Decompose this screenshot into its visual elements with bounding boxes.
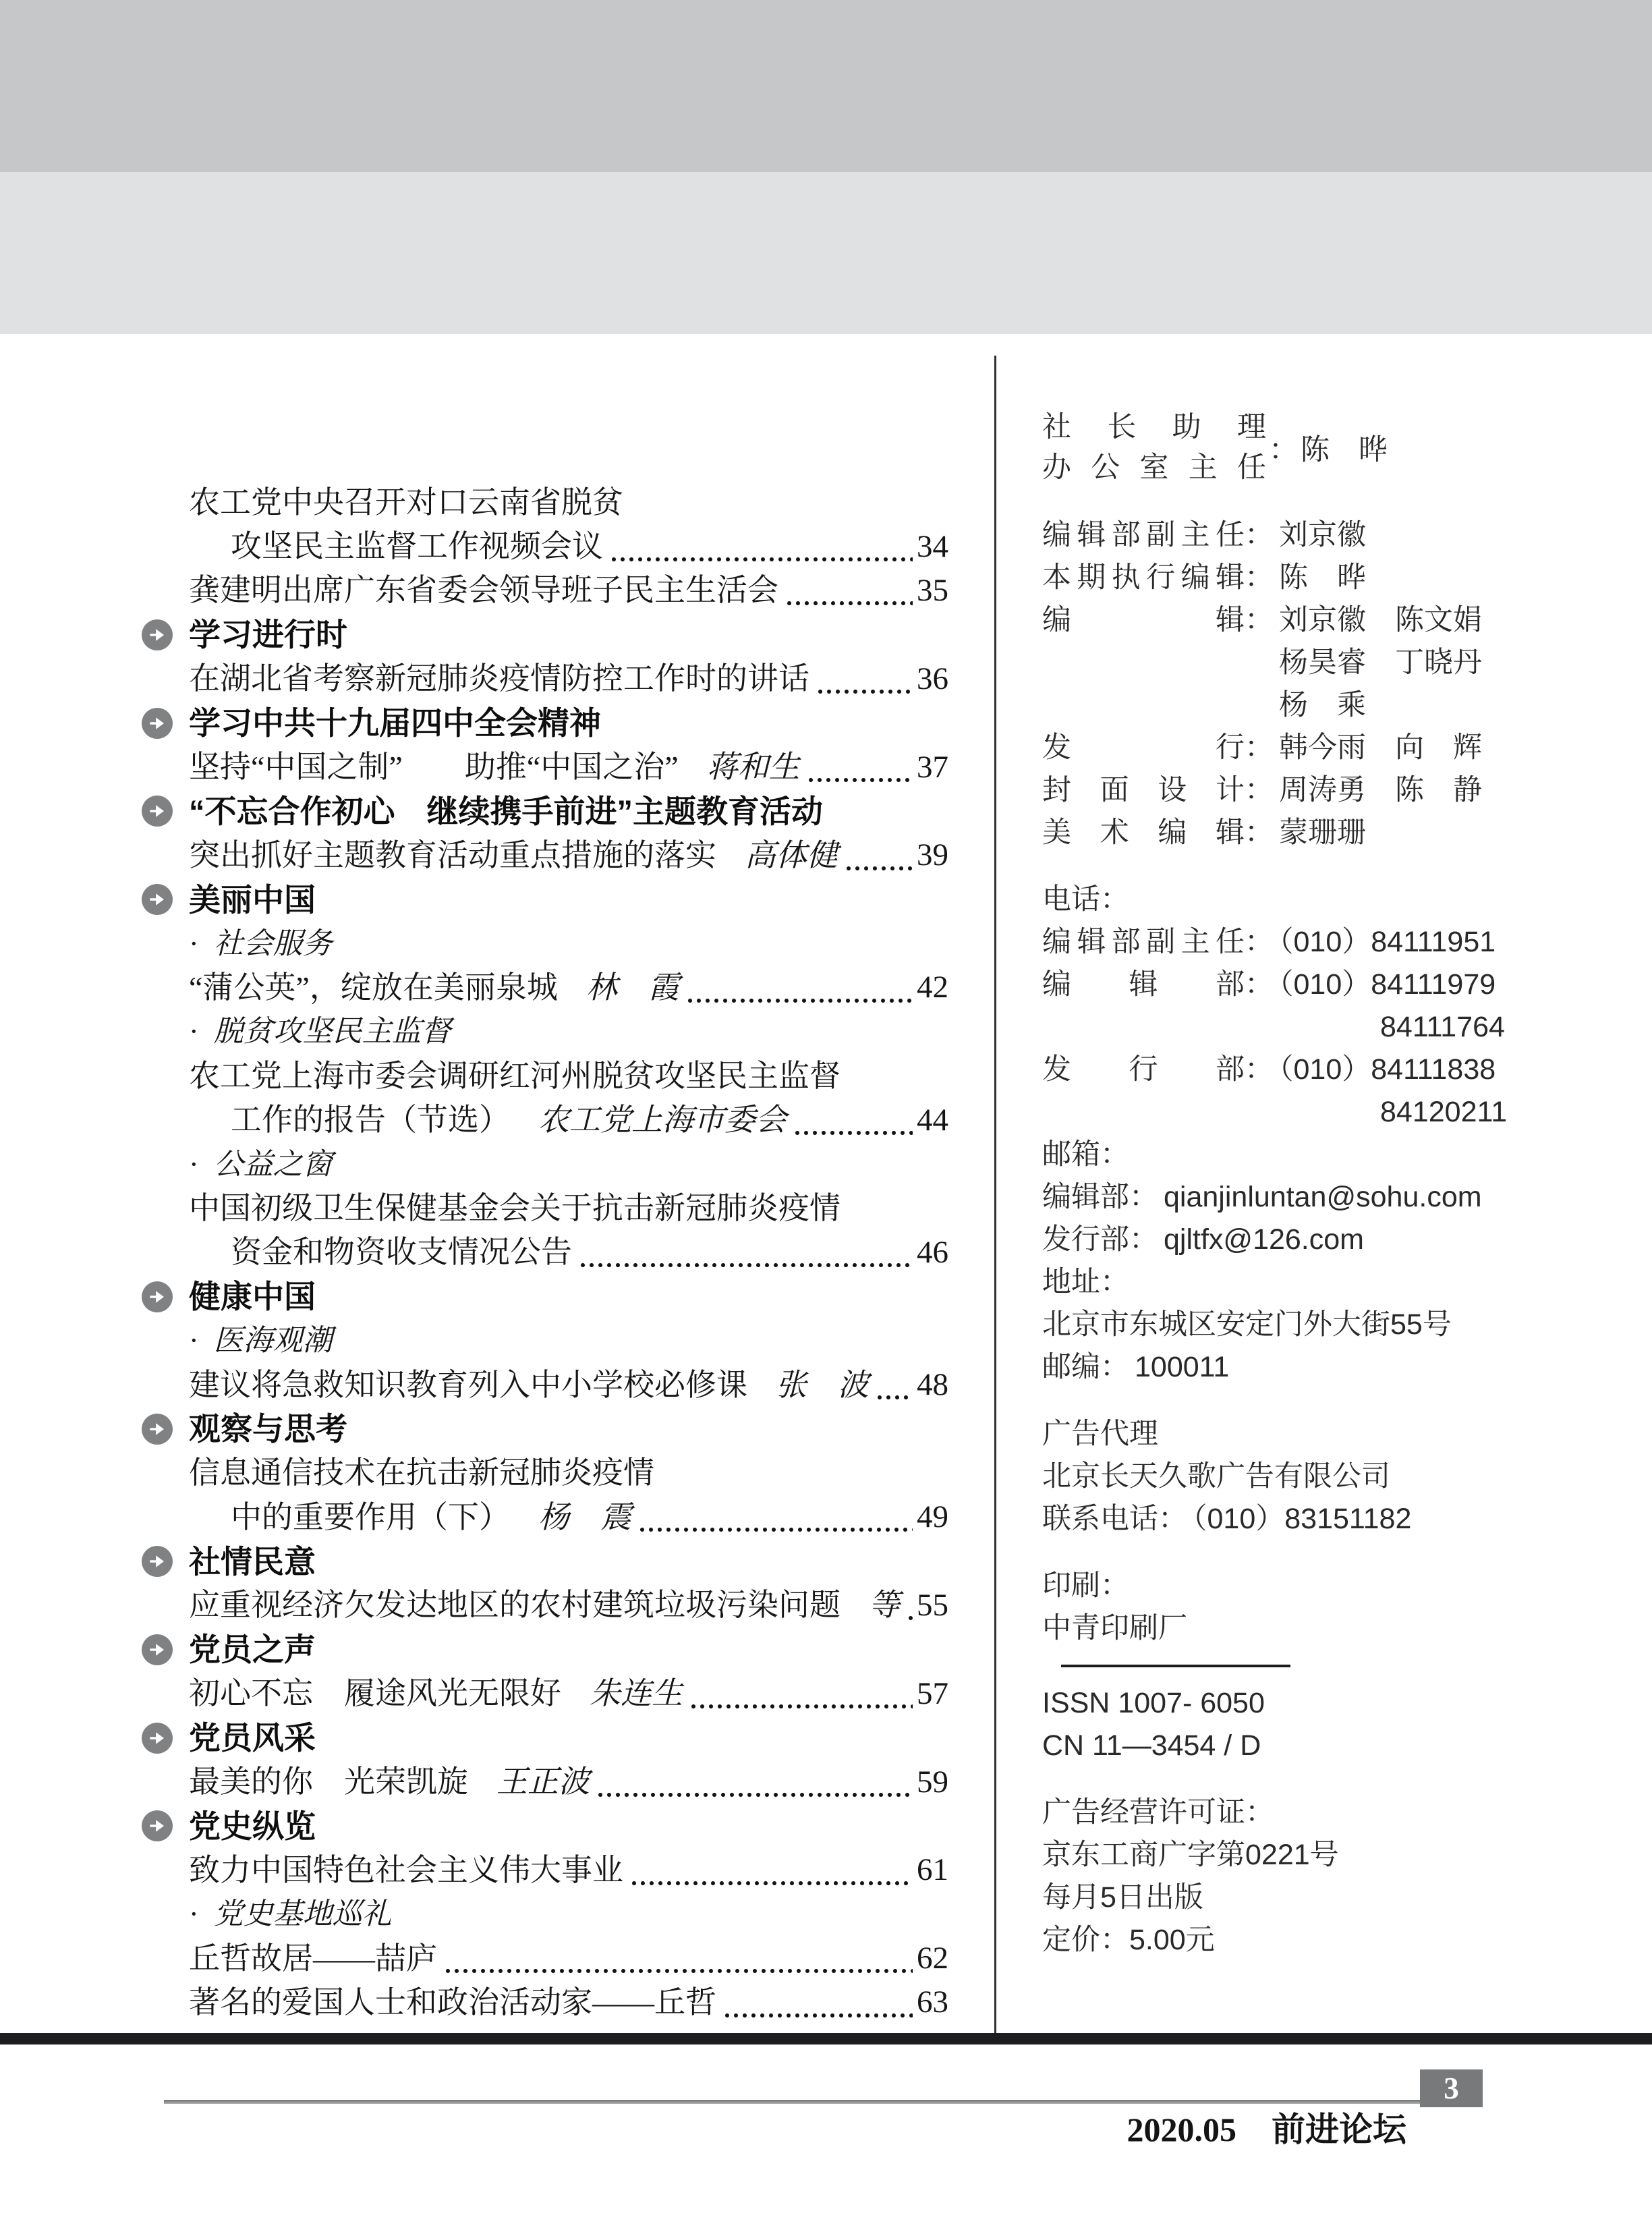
toc-section-heading bbox=[142, 1407, 948, 1451]
toc-section-heading bbox=[142, 613, 948, 657]
toc-entry-title: 公益之窗 bbox=[213, 1147, 333, 1181]
masthead-line bbox=[1042, 1134, 1514, 1176]
table-of-contents bbox=[142, 480, 948, 2025]
toc-entry-page-number: 37 bbox=[917, 749, 948, 785]
masthead-value-continuation: 84111764 bbox=[1380, 1011, 1505, 1043]
masthead-text: 印刷： bbox=[1042, 1569, 1129, 1602]
masthead-line bbox=[1042, 1565, 1514, 1607]
toc-entry bbox=[142, 657, 948, 701]
toc-entry bbox=[142, 1186, 948, 1230]
toc-section-title: 美丽中国 bbox=[189, 881, 316, 918]
toc-entry-page-number: 62 bbox=[917, 1941, 948, 1976]
toc-entry-title: 著名的爱国人士和政治活动家——丘哲 bbox=[189, 1984, 716, 2020]
toc-entry bbox=[142, 833, 948, 877]
masthead-text: 广告代理 bbox=[1042, 1418, 1158, 1450]
dot-leader bbox=[579, 1260, 913, 1269]
masthead-label: 美术编辑 bbox=[1042, 816, 1245, 849]
toc-section-heading bbox=[142, 878, 948, 922]
dot-leader bbox=[689, 1701, 913, 1710]
label-office-director: 办公室主任 bbox=[1042, 451, 1266, 484]
masthead-value: 刘京徽 bbox=[1279, 519, 1366, 551]
masthead-value-continuation: 杨 乘 bbox=[1279, 689, 1366, 721]
dot-leader bbox=[444, 1966, 913, 1975]
masthead-text: 地址： bbox=[1042, 1266, 1129, 1298]
masthead-divider-rule bbox=[1042, 1650, 1514, 1682]
masthead-label: 编辑部副主任 bbox=[1042, 926, 1245, 958]
footer-issue-line bbox=[0, 2063, 1406, 2190]
masthead-line: 封面设计： 周涛勇 陈 静 bbox=[1042, 769, 1514, 812]
masthead-text: ISSN 1007- 6050 bbox=[1042, 1687, 1265, 1719]
toc-entry bbox=[142, 1054, 948, 1098]
toc-entry bbox=[142, 524, 948, 568]
dot-leader bbox=[907, 1613, 913, 1622]
toc-section-heading bbox=[142, 789, 948, 833]
toc-entry bbox=[142, 1584, 948, 1627]
toc-entry-title: 丘哲故居——喆庐 bbox=[189, 1941, 437, 1976]
masthead-label: 编辑 bbox=[1042, 604, 1245, 636]
bullet-icon: · bbox=[189, 1897, 199, 1931]
top-band-light bbox=[0, 172, 1652, 334]
masthead-text: 每月5日出版 bbox=[1042, 1881, 1203, 1914]
toc-entry-title: 工作的报告（节选） bbox=[231, 1103, 510, 1138]
toc-section-title: “不忘合作初心 继续携手前进”主题教育活动 bbox=[189, 793, 823, 829]
masthead-line bbox=[1042, 684, 1514, 727]
arrow-icon bbox=[142, 884, 173, 915]
masthead-value: 刘京徽 陈文娟 bbox=[1279, 604, 1482, 636]
dot-leader bbox=[723, 2010, 913, 2020]
masthead-text: 京东工商广字第0221号 bbox=[1042, 1839, 1339, 1871]
toc-section-title: 学习中共十九届四中全会精神 bbox=[189, 705, 601, 742]
masthead-label: 编辑部 bbox=[1042, 968, 1245, 1001]
toc-entry-title: 应重视经济欠发达地区的农村建筑垃圾污染问题 bbox=[189, 1588, 841, 1623]
arrow-icon bbox=[142, 708, 173, 739]
toc-entry-title: 最美的你 光荣凯旋 bbox=[189, 1764, 468, 1800]
masthead-line bbox=[1042, 1413, 1514, 1455]
masthead-spacer bbox=[1042, 1767, 1514, 1791]
masthead-line: 编辑部： （010）84111979 bbox=[1042, 964, 1514, 1006]
toc-entry-page-number: 44 bbox=[917, 1102, 948, 1138]
toc-section-title: 健康中国 bbox=[189, 1279, 316, 1315]
toc-entry bbox=[142, 1980, 948, 2024]
arrow-icon bbox=[142, 796, 173, 827]
masthead-label: 编辑部： bbox=[1042, 1181, 1158, 1213]
masthead-label: 邮编： bbox=[1042, 1351, 1129, 1383]
masthead-text: 定价：5.00元 bbox=[1042, 1924, 1215, 1956]
masthead-label: 发行 bbox=[1042, 731, 1245, 764]
toc-entry bbox=[142, 1098, 948, 1142]
dot-leader bbox=[596, 1789, 913, 1799]
masthead-spacer bbox=[1042, 490, 1514, 514]
toc-entry bbox=[142, 1672, 948, 1716]
toc-entry-title: 资金和物资收支情况公告 bbox=[231, 1235, 572, 1270]
masthead-spacer bbox=[1042, 1389, 1514, 1413]
masthead-line bbox=[1042, 642, 1514, 684]
masthead-line: 编辑： 刘京徽 陈文娟 bbox=[1042, 599, 1514, 642]
masthead-value: 100011 bbox=[1135, 1351, 1230, 1383]
toc-entry bbox=[142, 1760, 948, 1804]
toc-entry-page-number: 35 bbox=[917, 572, 948, 608]
toc-entry-page-number: 61 bbox=[917, 1852, 948, 1888]
masthead-label: 发行部： bbox=[1042, 1223, 1158, 1256]
masthead-line bbox=[1042, 1176, 1514, 1219]
masthead-value: （010）84111951 bbox=[1279, 926, 1496, 958]
toc-entry-author: 杨 震 bbox=[538, 1499, 631, 1534]
masthead-value: 周涛勇 陈 静 bbox=[1279, 774, 1482, 806]
masthead-line bbox=[1042, 1725, 1514, 1767]
masthead-line bbox=[1042, 1682, 1514, 1725]
toc-section-heading bbox=[142, 1539, 948, 1583]
toc-entry-title: 在湖北省考察新冠肺炎疫情防控工作时的讲话 bbox=[189, 661, 809, 696]
toc-entry-title: 农工党中央召开对口云南省脱贫 bbox=[189, 484, 623, 520]
masthead-value: （010）83151182 bbox=[1193, 1503, 1412, 1535]
toc-entry-author: 等 bbox=[869, 1588, 900, 1623]
masthead-line bbox=[1042, 1091, 1514, 1134]
masthead-line bbox=[1042, 1607, 1514, 1650]
bullet-icon: · bbox=[189, 926, 199, 960]
toc-entry-title: 农工党上海市委会调研红河州脱贫攻坚民主监督 bbox=[189, 1058, 841, 1093]
column-divider-line bbox=[994, 356, 996, 2033]
toc-entry-title: 建议将急救知识教育列入中小学校必修课 bbox=[189, 1367, 747, 1402]
masthead-rows bbox=[1042, 490, 1514, 1961]
masthead-value: qjltfx@126.com bbox=[1164, 1223, 1364, 1256]
toc-subsection bbox=[142, 1893, 948, 1937]
toc-entry bbox=[142, 1363, 948, 1407]
toc-entry-title: 中国初级卫生保健基金会关于抗击新冠肺炎疫情 bbox=[189, 1190, 841, 1225]
toc-section-heading bbox=[142, 1627, 948, 1671]
masthead-label: 编辑部副主任 bbox=[1042, 519, 1245, 551]
toc-entry-title: 信息通信技术在抗击新冠肺炎疫情 bbox=[189, 1455, 654, 1491]
toc-entry-page-number: 48 bbox=[917, 1367, 948, 1402]
masthead-text: CN 11—3454 / D bbox=[1042, 1729, 1261, 1762]
toc-section-heading bbox=[142, 1804, 948, 1848]
toc-entry-title: 龚建明出席广东省委会领导班子民主生活会 bbox=[189, 573, 778, 608]
label-president-assistant: 社长助理 bbox=[1042, 411, 1266, 443]
masthead-line bbox=[1042, 1834, 1514, 1876]
arrow-icon bbox=[142, 1810, 173, 1841]
masthead-value: （010）84111838 bbox=[1279, 1053, 1496, 1086]
toc-entry-page-number: 63 bbox=[917, 1984, 948, 2020]
masthead-text: 邮箱： bbox=[1042, 1138, 1129, 1171]
toc-section-heading bbox=[142, 1716, 948, 1760]
toc-section-title: 党史纵览 bbox=[189, 1808, 316, 1844]
toc-entry-page-number: 46 bbox=[917, 1234, 948, 1270]
toc-entry bbox=[142, 745, 948, 789]
dot-leader bbox=[845, 863, 913, 872]
masthead-line bbox=[1042, 1304, 1514, 1346]
toc-entry-title: 社会服务 bbox=[213, 926, 333, 960]
toc-entry-author: 林 霞 bbox=[586, 970, 679, 1005]
toc-entry bbox=[142, 569, 948, 613]
assistant-director-block bbox=[1042, 405, 1514, 490]
toc-entry-page-number: 36 bbox=[917, 661, 948, 696]
toc-section-title: 学习进行时 bbox=[189, 617, 347, 653]
toc-entry bbox=[142, 1451, 948, 1495]
masthead-value-continuation: 84120211 bbox=[1380, 1096, 1508, 1128]
dot-leader bbox=[630, 1878, 913, 1887]
top-band-dark bbox=[0, 0, 1652, 172]
toc-entry-title: “蒲公英”，绽放在美丽泉城 bbox=[189, 970, 558, 1005]
arrow-icon bbox=[142, 1414, 173, 1445]
toc-entry-page-number: 34 bbox=[917, 528, 948, 564]
toc-subsection bbox=[142, 1142, 948, 1186]
toc-entry-page-number: 59 bbox=[917, 1764, 948, 1800]
colon: ： bbox=[1269, 433, 1298, 466]
toc-entry bbox=[142, 1937, 948, 1980]
toc-entry-title: 坚持“中国之制” 助推“中国之治” bbox=[189, 750, 679, 785]
masthead-line: 编辑部副主任： 刘京徽 bbox=[1042, 514, 1514, 557]
bullet-icon: · bbox=[189, 1324, 199, 1358]
masthead-line: 发行： 韩今雨 向 辉 bbox=[1042, 727, 1514, 769]
masthead-spacer bbox=[1042, 1540, 1514, 1565]
toc-entry-title: 突出抓好主题教育活动重点措施的落实 bbox=[189, 837, 716, 872]
masthead-label: 联系电话： bbox=[1042, 1503, 1187, 1535]
dot-leader bbox=[686, 995, 913, 1005]
toc-section-heading bbox=[142, 701, 948, 745]
bullet-icon: · bbox=[189, 1015, 199, 1049]
dot-leader bbox=[807, 775, 913, 784]
toc-entry-author: 王正波 bbox=[496, 1764, 590, 1800]
masthead-line: 美术编辑： 蒙珊珊 bbox=[1042, 812, 1514, 854]
masthead-text: 中青印刷厂 bbox=[1042, 1612, 1187, 1644]
toc-entry-author: 朱连生 bbox=[590, 1676, 683, 1711]
masthead-line: 发行部： （010）84111838 bbox=[1042, 1049, 1514, 1091]
footer-issue: 2020.05 bbox=[1127, 2111, 1236, 2148]
toc-subsection bbox=[142, 1318, 948, 1362]
footer-black-bar bbox=[0, 2033, 1652, 2044]
arrow-icon bbox=[142, 1634, 173, 1665]
dot-leader bbox=[785, 598, 913, 607]
toc-entry-title: 医海观潮 bbox=[213, 1324, 333, 1358]
page-number-badge: 3 bbox=[1420, 2069, 1483, 2107]
masthead-text: 电话： bbox=[1042, 883, 1129, 916]
arrow-icon bbox=[142, 619, 173, 650]
toc-entry-title: 致力中国特色社会主义伟大事业 bbox=[189, 1852, 623, 1887]
masthead-value: 蒙珊珊 bbox=[1279, 816, 1366, 849]
dot-leader bbox=[638, 1524, 913, 1534]
arrow-icon bbox=[142, 1546, 173, 1577]
dot-leader bbox=[610, 554, 913, 563]
toc-entry bbox=[142, 1231, 948, 1275]
masthead-text: 广告经营许可证： bbox=[1042, 1796, 1274, 1829]
footer-magazine-title: 前进论坛 bbox=[1272, 2111, 1406, 2148]
masthead-line bbox=[1042, 1006, 1514, 1049]
toc-entry-author: 高体健 bbox=[745, 837, 838, 872]
masthead-line: 编辑部副主任： （010）84111951 bbox=[1042, 921, 1514, 964]
toc-entry-page-number: 55 bbox=[917, 1587, 948, 1623]
dot-leader bbox=[793, 1128, 913, 1137]
masthead-label: 发行部 bbox=[1042, 1053, 1245, 1086]
bullet-icon: · bbox=[189, 1147, 199, 1181]
masthead-line bbox=[1042, 1498, 1514, 1540]
toc-entry-title: 党史基地巡礼 bbox=[213, 1897, 392, 1931]
footer-rule bbox=[164, 2100, 1420, 2104]
masthead-line bbox=[1042, 1219, 1514, 1261]
masthead-value-continuation: 杨昊睿 丁晓丹 bbox=[1279, 646, 1482, 679]
toc-section-title: 观察与思考 bbox=[189, 1411, 347, 1447]
toc-entry-page-number: 57 bbox=[917, 1675, 948, 1711]
dot-leader bbox=[876, 1392, 913, 1401]
toc-entry-author: 农工党上海市委会 bbox=[538, 1103, 787, 1138]
arrow-icon bbox=[142, 1723, 173, 1754]
masthead-line bbox=[1042, 1346, 1514, 1389]
masthead-text: 北京市东城区安定门外大街55号 bbox=[1042, 1308, 1452, 1341]
toc-entry-title: 初心不忘 履途风光无限好 bbox=[189, 1676, 561, 1711]
toc-entry bbox=[142, 1848, 948, 1892]
masthead-line: 本期执行编辑： 陈 晔 bbox=[1042, 557, 1514, 599]
toc-subsection bbox=[142, 1010, 948, 1054]
toc-section-title: 党员风采 bbox=[189, 1720, 316, 1756]
arrow-icon bbox=[142, 1281, 173, 1312]
masthead-value: qianjinluntan@sohu.com bbox=[1164, 1181, 1482, 1213]
assistant-director-name: 陈 晔 bbox=[1301, 433, 1388, 466]
toc-entry-title: 攻坚民主监督工作视频会议 bbox=[231, 529, 603, 564]
dot-leader bbox=[816, 686, 913, 696]
toc-entry-author: 蒋和生 bbox=[706, 750, 800, 785]
masthead-line bbox=[1042, 1876, 1514, 1919]
toc-subsection bbox=[142, 922, 948, 966]
masthead-line bbox=[1042, 879, 1514, 921]
toc-entry-page-number: 42 bbox=[917, 970, 948, 1005]
toc-entry-author: 张 波 bbox=[776, 1367, 869, 1402]
masthead-label: 封面设计 bbox=[1042, 774, 1245, 806]
toc-entry bbox=[142, 966, 948, 1009]
toc-section-title: 党员之声 bbox=[189, 1632, 316, 1668]
masthead-line bbox=[1042, 1261, 1514, 1304]
toc-entry-page-number: 49 bbox=[917, 1499, 948, 1535]
masthead-column bbox=[1042, 405, 1514, 1961]
toc-entry bbox=[142, 1495, 948, 1539]
masthead-line bbox=[1042, 1791, 1514, 1834]
assistant-director-labels bbox=[1042, 407, 1266, 488]
masthead-spacer bbox=[1042, 854, 1514, 879]
toc-entry-page-number: 39 bbox=[917, 837, 948, 873]
toc-entry bbox=[142, 480, 948, 524]
masthead-value: 陈 晔 bbox=[1279, 561, 1366, 594]
rule-line bbox=[1061, 1665, 1290, 1667]
toc-section-heading bbox=[142, 1275, 948, 1318]
masthead-value: （010）84111979 bbox=[1279, 968, 1496, 1001]
masthead-line bbox=[1042, 1919, 1514, 1961]
toc-entry-title: 中的重要作用（下） bbox=[231, 1499, 510, 1534]
masthead-label: 本期执行编辑 bbox=[1042, 561, 1245, 594]
masthead-text: 北京长天久歌广告有限公司 bbox=[1042, 1460, 1390, 1493]
masthead-value: 韩今雨 向 辉 bbox=[1279, 731, 1482, 764]
masthead-line bbox=[1042, 1455, 1514, 1498]
toc-entry-title: 脱贫攻坚民主监督 bbox=[213, 1015, 451, 1049]
toc-section-title: 社情民意 bbox=[189, 1543, 316, 1580]
